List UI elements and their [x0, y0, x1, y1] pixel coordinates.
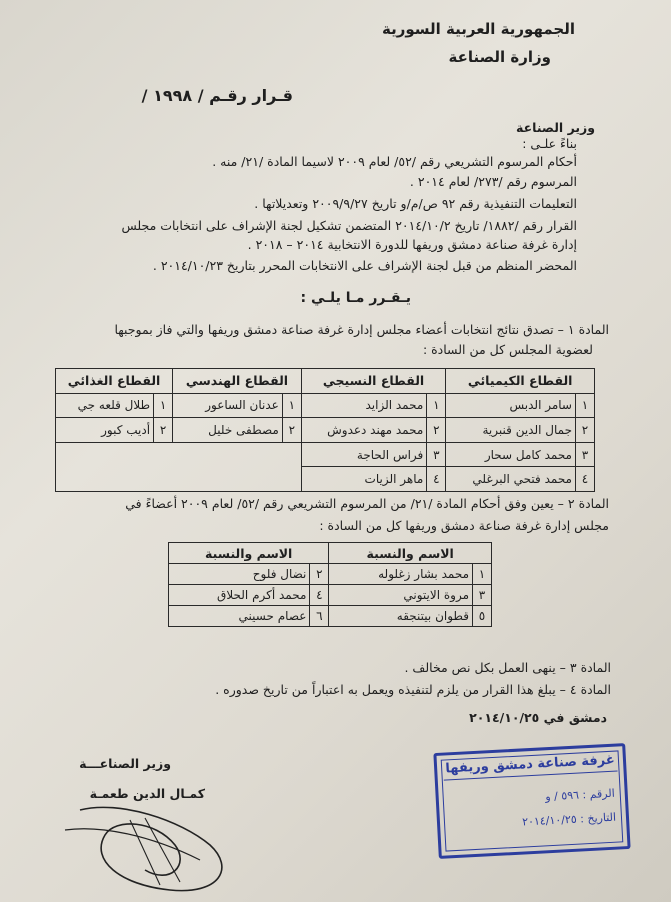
table-row — [56, 393, 595, 418]
table-row — [169, 585, 492, 606]
row-number: ٦ — [310, 606, 329, 627]
column-header: القطاع الغذائي — [56, 369, 173, 394]
member-name: أديب كبور — [56, 418, 154, 443]
member-name: محمد مهند دعدوش — [301, 418, 426, 443]
row-number: ٣ — [427, 442, 446, 467]
signatory-title: وزير الصناعـــة — [79, 756, 171, 771]
reference-item-cont: إدارة غرفة صناعة دمشق وريفها للدورة الانتخابية ٢٠١٤ – ٢٠١٨ . — [247, 237, 577, 252]
member-name: محمد أكرم الحلاق — [169, 585, 310, 606]
handwritten-signature-icon — [60, 790, 250, 900]
article-1-line-2: لعضوية المجلس كل من السادة : — [422, 342, 593, 357]
row-number: ١ — [154, 393, 173, 418]
row-number: ٢ — [310, 564, 329, 585]
decision-title: قـرار رقـم / ١٩٩٨ / — [141, 86, 293, 105]
row-number: ٢ — [154, 418, 173, 443]
column-header: القطاع النسيجي — [301, 369, 445, 394]
column-header: الاسم والنسبة — [169, 543, 329, 564]
member-name: سامر الدبس — [446, 393, 576, 418]
republic-heading: الجمهورية العربية السورية — [382, 20, 575, 38]
row-number: ١ — [473, 564, 492, 585]
member-name: محمد فتحي البرغلي — [446, 467, 576, 492]
decides-heading: يـقـرر مـا يلـي : — [300, 290, 411, 306]
reference-item: القرار رقم /١٨٨٢/ تاريخ ٢٠١٤/١٠/٢ المتضمن تشكيل لجنة الإشراف على انتخابات مجلس — [121, 218, 577, 233]
row-number: ١ — [576, 393, 595, 418]
stamp-title: غرفة صناعة دمشق وريفها — [443, 753, 618, 781]
row-number: ٢ — [282, 418, 301, 443]
row-number: ٣ — [576, 442, 595, 467]
member-name: مروة الايتوني — [329, 585, 473, 606]
article-2-line-1: المادة ٢ – يعين وفق أحكام المادة /٢١/ من المرسوم التشريعي رقم /٥٢/ لعام ٢٠٠٩ أعضاءً في — [125, 496, 609, 511]
member-name: طلال قلعه جي — [56, 393, 154, 418]
table-row — [56, 418, 595, 443]
row-number: ١ — [282, 393, 301, 418]
member-name: عصام حسيني — [169, 606, 310, 627]
reference-item: التعليمات التنفيذية رقم ٩٢ ص/م/و تاريخ ٢٠٠٩/٩/٢٧ وتعديلاتها . — [254, 196, 577, 211]
row-number: ٣ — [473, 585, 492, 606]
table-row — [56, 442, 595, 467]
based-on-label: بناءً علـى : — [522, 136, 577, 151]
member-name: محمد الزايد — [301, 393, 426, 418]
row-number: ٤ — [310, 585, 329, 606]
table-row — [169, 564, 492, 585]
stamp-date: ٢٠١٤/١٠/٢٥ — [521, 812, 578, 829]
reference-item: المرسوم رقم /٢٧٣/ لعام ٢٠١٤ . — [409, 174, 577, 189]
row-number: ٤ — [576, 467, 595, 492]
column-header: القطاع الكيميائي — [446, 369, 595, 394]
empty-cell — [56, 442, 302, 491]
stamp-date-label: التاريخ — [587, 810, 617, 826]
column-header: القطاع الهندسي — [173, 369, 302, 394]
date-line: دمشق في ٢٠١٤/١٠/٢٥ — [469, 710, 607, 725]
column-header: الاسم والنسبة — [329, 543, 492, 564]
row-number: ٥ — [473, 606, 492, 627]
table-header-row — [169, 543, 492, 564]
table-header-row — [56, 369, 595, 394]
elected-members-table — [55, 368, 595, 492]
reference-item: أحكام المرسوم التشريعي رقم /٥٢/ لعام ٢٠٠٩ لاسيما المادة /٢١/ منه . — [212, 154, 577, 169]
row-number: ١ — [427, 393, 446, 418]
signatory-name: كمـال الدين طعمـة — [89, 786, 205, 801]
minister-heading: وزير الصناعة — [516, 120, 595, 135]
appointed-members-table — [168, 542, 492, 627]
member-name: نضال فلوح — [169, 564, 310, 585]
reference-item: المحضر المنظم من قبل لجنة الإشراف على الانتخابات المحرر بتاريخ ٢٠١٤/١٠/٢٣ . — [152, 258, 577, 273]
member-name: فراس الحاجة — [301, 442, 426, 467]
stamp-number: ٥٩٦ / و — [544, 788, 580, 804]
member-name: قطوان بيتنجقه — [329, 606, 473, 627]
official-stamp: غرفة صناعة دمشق وريفها الرقم : ٥٩٦ / و التاريخ : ٢٠١٤/١٠/٢٥ — [433, 743, 630, 859]
article-3: المادة ٣ – ينهى العمل بكل نص مخالف . — [404, 660, 611, 675]
article-4: المادة ٤ – يبلغ هذا القرار من يلزم لتنفيذه ويعمل به اعتباراً من تاريخ صدوره . — [215, 682, 611, 697]
member-name: محمد بشار زغلوله — [329, 564, 473, 585]
member-name: محمد كامل سحار — [446, 442, 576, 467]
article-2-line-2: مجلس إدارة غرفة صناعة دمشق وريفها كل من السادة : — [319, 518, 609, 533]
stamp-number-label: الرقم — [589, 786, 616, 801]
row-number: ٤ — [427, 467, 446, 492]
row-number: ٢ — [576, 418, 595, 443]
row-number: ٢ — [427, 418, 446, 443]
article-1-line-1: المادة ١ – تصدق نتائج انتخابات أعضاء مجلس إدارة غرفة صناعة دمشق وريفها والتي فاز بموجبها — [114, 322, 609, 337]
table-row — [169, 606, 492, 627]
ministry-heading: وزارة الصناعة — [448, 48, 551, 66]
member-name: مصطفى خليل — [173, 418, 283, 443]
member-name: جمال الدين قنبرية — [446, 418, 576, 443]
member-name: ماهر الزيات — [301, 467, 426, 492]
member-name: عدنان الساعور — [173, 393, 283, 418]
